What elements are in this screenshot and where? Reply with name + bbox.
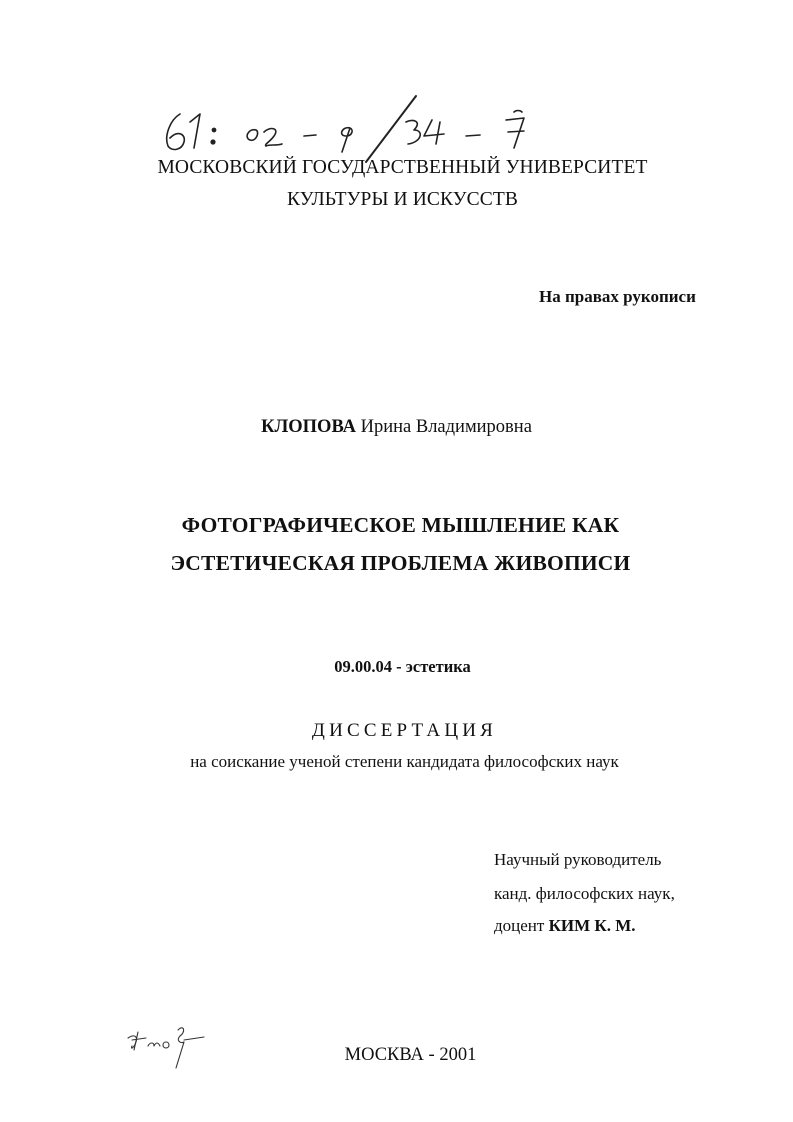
institution-line-1: МОСКОВСКИЙ ГОСУДАРСТВЕННЫЙ УНИВЕРСИТЕТ bbox=[157, 157, 648, 178]
institution-line-2: КУЛЬТУРЫ И ИСКУССТВ bbox=[287, 189, 518, 210]
document-type: ДИССЕРТАЦИЯ bbox=[311, 720, 498, 741]
specialty-code: 09.00.04 - эстетика bbox=[334, 657, 471, 676]
dissertation-title-line-1: ФОТОГРАФИЧЕСКОЕ МЫШЛЕНИЕ КАК bbox=[181, 513, 620, 537]
supervisor-title: доцент bbox=[494, 916, 545, 935]
supervisor-degree: канд. философских наук, bbox=[494, 884, 675, 903]
degree-line: на соискание ученой степени кандидата философских наук bbox=[190, 752, 619, 771]
author bbox=[0, 417, 793, 438]
handwritten-catalog-code bbox=[158, 92, 538, 164]
dissertation-title-line-2: ЭСТЕТИЧЕСКАЯ ПРОБЛЕМА ЖИВОПИСИ bbox=[170, 551, 631, 575]
supervisor-name-line bbox=[494, 916, 636, 936]
author-surname: КЛОПОВА bbox=[261, 417, 356, 437]
supervisor-name: КИМ К. М. bbox=[548, 916, 636, 935]
place-year: МОСКВА - 2001 bbox=[344, 1045, 477, 1065]
manuscript-rights-note: На правах рукописи bbox=[539, 287, 696, 306]
handwritten-code-icon bbox=[158, 92, 538, 164]
author-given-names: Ирина Владимировна bbox=[360, 417, 532, 437]
supervisor-role: Научный руководитель bbox=[494, 850, 662, 869]
